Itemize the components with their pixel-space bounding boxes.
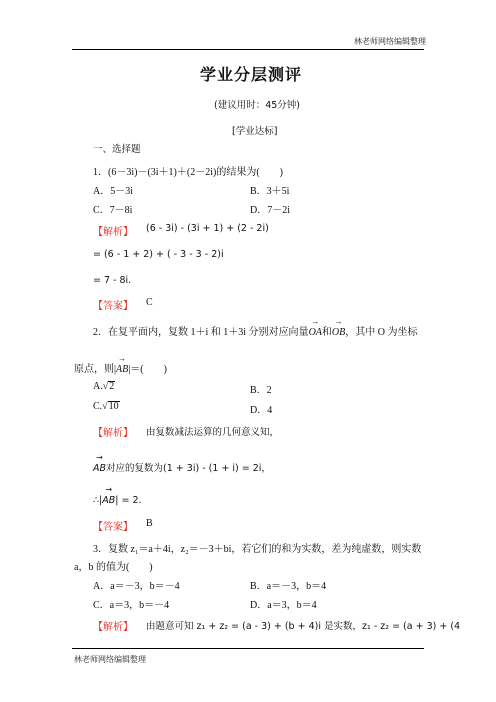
q3-stem-line-1: 3．复数 z₁＝a＋4i，z₂＝－3＋bi，若它们的和为实数，差为纯虚数，则实数: [93, 544, 422, 555]
q1-solution-line-3: = 7 - 8i.: [93, 275, 132, 286]
q3-solution-label: 【解析】: [93, 622, 133, 633]
q3-stem-line-2: a，b 的值为( ): [74, 562, 153, 573]
vector-oa: → OA: [308, 317, 322, 338]
q1-answer-label: 【答案】: [93, 301, 133, 312]
q1-answer: C: [146, 297, 153, 308]
q3-option-b: B．a＝－3，b＝4: [250, 581, 327, 592]
q2-option-c-radicand: 10: [108, 401, 119, 412]
page-subtitle: (建议用时：45分钟): [214, 100, 301, 111]
q1-stem: 1．(6－3i)－(3i＋1)＋(2－2i)的结果为( ): [93, 167, 283, 178]
q1-solution-line-2: = (6 - 1 + 2) + ( - 3 - 3 - 2)i: [93, 249, 224, 260]
q1-option-c: C．7－8i: [93, 205, 133, 216]
footer-divider: [72, 648, 424, 649]
q3-solution-line-1: 由题意可知 z₁ + z₂ = (a - 3) + (b + 4)i 是实数，z₁ - z₂ = (a + 3) + (4: [146, 621, 461, 632]
vector-ob: → OB: [331, 317, 346, 338]
section-heading: [学业达标]: [232, 126, 278, 137]
q2-option-d: D．4: [250, 405, 273, 416]
q1-option-d: D．7－2i: [250, 205, 290, 216]
page-title: 学业分层测评: [200, 65, 303, 84]
part-heading: 一、选择题: [93, 144, 141, 155]
vector-ab: → AB: [116, 354, 129, 375]
q2-option-c: C.√10: [93, 401, 119, 412]
q3-option-d: D．a＝3，b＝4: [250, 600, 317, 611]
q2-solution-line-1: 由复数减法运算的几何意义知，: [146, 427, 280, 438]
q1-solution-label: 【解析】: [93, 227, 133, 238]
q1-option-a: A．5－3i: [93, 186, 133, 197]
q1-solution-line-1: (6 - 3i) - (3i + 1) + (2 - 2i): [146, 223, 269, 234]
q2-option-b: B．2: [250, 385, 272, 396]
vector-ab-result: → AB: [102, 485, 116, 506]
q2-option-a: A.√2: [93, 381, 115, 392]
q2-answer-label: 【答案】: [93, 522, 133, 533]
q3-option-a: A．a＝－3，b＝－4: [93, 581, 180, 592]
q2-solution-line-3: ∴| → AB| = 2.: [93, 485, 142, 506]
header-divider: [72, 49, 424, 50]
q2-stem-and: 和: [321, 327, 332, 338]
q2-stem-text-b: ，其中 O 为坐标: [345, 327, 418, 338]
q3-option-c: C．a＝3，b＝－4: [93, 600, 170, 611]
page-footer-text: 林老师网络编辑整理: [74, 655, 146, 664]
q2-solution-line-2: → AB对应的复数为(1 + 3i) - (1 + i) = 2i，: [93, 453, 271, 474]
q2-answer: B: [146, 518, 153, 529]
q2-stem2-text-b: |＝( ): [128, 364, 167, 375]
vector-ab-solution: → AB: [93, 453, 107, 474]
q2-stem-text-a: 2．在复平面内，复数 1＋i 和 1＋3i 分别对应向量: [93, 327, 309, 338]
q2-solution-label: 【解析】: [93, 428, 133, 439]
q2-stem-line-2: [74, 354, 167, 375]
q2-stem-line-1: [93, 317, 418, 338]
q2-stem2-text-a: 原点，则|: [74, 364, 117, 375]
page-header-text: 林老师网络编辑整理: [354, 37, 426, 46]
q1-option-b: B．3＋5i: [250, 186, 290, 197]
q2-option-a-radicand: 2: [109, 381, 115, 392]
